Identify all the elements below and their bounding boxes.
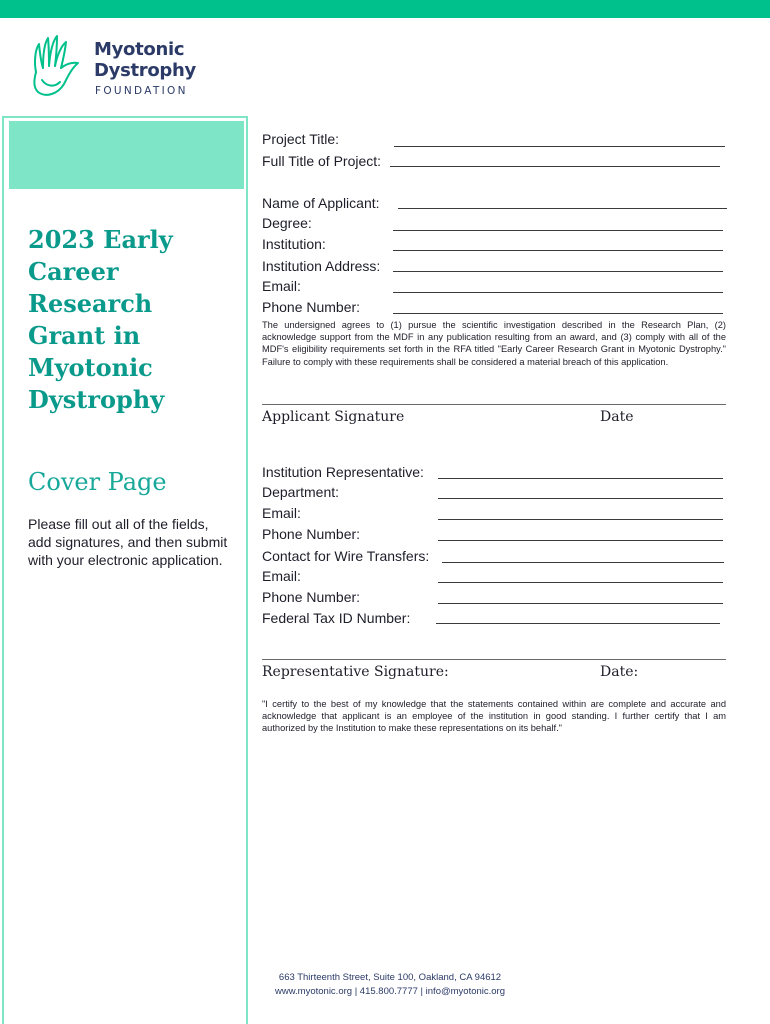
wire-email-field[interactable]	[438, 582, 723, 583]
institution-label: Institution:	[262, 236, 326, 252]
applicant-name-label: Name of Applicant:	[262, 195, 380, 211]
applicant-email-label: Email:	[262, 278, 301, 294]
applicant-phone-field[interactable]	[393, 313, 723, 314]
degree-field[interactable]	[393, 230, 723, 231]
degree-label: Degree:	[262, 215, 312, 231]
footer-contact: www.myotonic.org | 415.800.7777 | info@myotonic.org	[274, 986, 506, 997]
footer-address: 663 Thirteenth Street, Suite 100, Oakland, CA 94612	[278, 972, 502, 983]
rep-field[interactable]	[438, 478, 723, 479]
applicant-phone-label: Phone Number:	[262, 299, 361, 315]
applicant-signature-label: Applicant Signature	[262, 409, 405, 425]
institution-field[interactable]	[393, 250, 723, 251]
tax-id-field[interactable]	[436, 623, 720, 624]
top-accent-bar	[0, 0, 770, 18]
grant-title: 2023 Early Career Research Grant in Myotonic Dystrophy	[28, 225, 173, 414]
rep-signature-label: Representative Signature:	[262, 664, 449, 680]
rep-signature-line[interactable]	[262, 659, 726, 660]
applicant-name-field[interactable]	[398, 208, 727, 209]
tax-id-label: Federal Tax ID Number:	[262, 610, 411, 626]
applicant-signature-line[interactable]	[262, 404, 726, 405]
instructions-text: Please fill out all of the fields, add signatures, and then submit with your electronic application.	[28, 516, 228, 568]
project-title-label: Project Title:	[262, 131, 340, 147]
logo-line-dystrophy: Dystrophy	[94, 60, 196, 81]
wire-phone-label: Phone Number:	[262, 589, 361, 605]
wire-contact-field[interactable]	[442, 562, 724, 563]
logo-line-foundation: FOUNDATION	[95, 85, 188, 97]
applicant-email-field[interactable]	[393, 292, 723, 293]
cover-page-heading: Cover Page	[28, 468, 167, 496]
foundation-logo	[30, 30, 210, 100]
department-field[interactable]	[438, 498, 723, 499]
wire-email-label: Email:	[262, 568, 301, 584]
rep-phone-field[interactable]	[438, 540, 723, 541]
department-label: Department:	[262, 484, 340, 500]
agreement-text: The undersigned agrees to (1) pursue the scientific investigation described in the Research Plan, (2) acknowledge support from the MDF in any publication resulting from an award, and (3) comply with all of the MDF's eligibility requirements set forth in the RFA titled "Early Career Research Grant in Myotonic Dystrophy." Failure to comply with these requirements shall be considered a material breach of this application.	[262, 320, 726, 367]
wire-phone-field[interactable]	[438, 603, 723, 604]
rep-phone-label: Phone Number:	[262, 526, 361, 542]
institution-address-label: Institution Address:	[262, 258, 381, 274]
sidebar-accent-block	[9, 121, 244, 189]
full-title-label: Full Title of Project:	[262, 153, 382, 169]
institution-address-field[interactable]	[393, 271, 723, 272]
rep-email-label: Email:	[262, 505, 301, 521]
wire-contact-label: Contact for Wire Transfers:	[262, 548, 430, 564]
certification-text: "I certify to the best of my knowledge that the statements contained within are complete and accurate and acknowledge that applicant is an employee of the institution in good standing. I further certify that I am authorized by the Institution to make these representations on its behalf."	[262, 699, 726, 734]
hand-logo-icon	[30, 32, 88, 100]
project-title-field[interactable]	[394, 146, 725, 147]
rep-label: Institution Representative:	[262, 464, 424, 480]
rep-email-field[interactable]	[438, 519, 723, 520]
sidebar-panel	[2, 116, 248, 1024]
rep-date-label: Date:	[600, 664, 639, 680]
logo-line-myotonic: Myotonic	[94, 39, 185, 60]
applicant-date-label: Date	[600, 409, 634, 425]
full-title-field[interactable]	[390, 166, 720, 167]
